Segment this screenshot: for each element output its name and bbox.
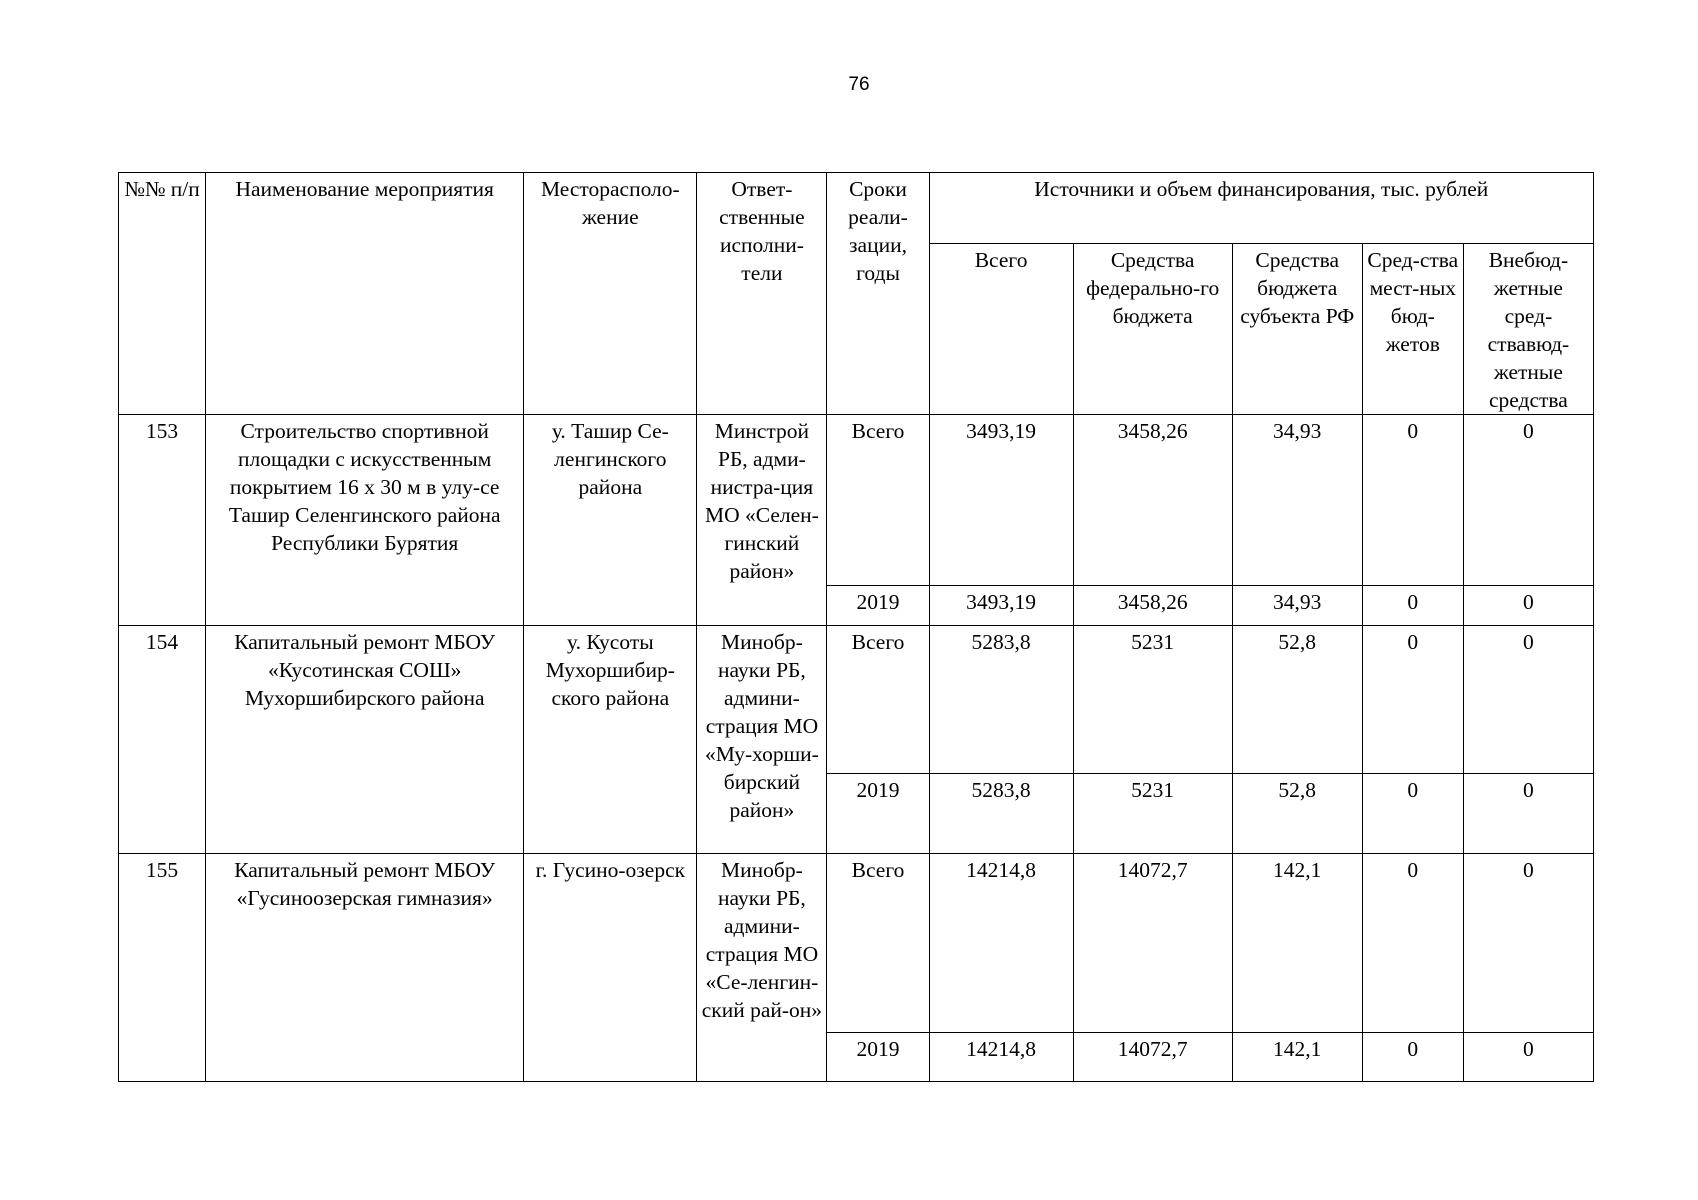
cell-executors: Минобр-науки РБ, админи-страция МО «Му-хорши-бирский район» — [697, 626, 827, 854]
cell-regional: 52,8 — [1232, 774, 1362, 854]
page-number: 76 — [848, 74, 870, 95]
cell-regional: 34,93 — [1232, 415, 1362, 586]
cell-federal: 14072,7 — [1073, 1033, 1232, 1082]
cell-total: 5283,8 — [929, 626, 1073, 774]
header-period: Сроки реали-зации, годы — [827, 173, 929, 415]
cell-location: у. Кусоты Мухоршибир-ского района — [524, 626, 697, 854]
cell-period: Всего — [827, 415, 929, 586]
cell-total: 3493,19 — [929, 586, 1073, 626]
cell-period: 2019 — [827, 1033, 929, 1082]
header-local: Сред-ства мест-ных бюд-жетов — [1362, 244, 1463, 415]
cell-num: 154 — [119, 626, 206, 854]
cell-period: Всего — [827, 626, 929, 774]
cell-regional: 142,1 — [1232, 854, 1362, 1033]
cell-extra: 0 — [1463, 626, 1593, 774]
cell-executors: Минстрой РБ, адми-нистра-ция МО «Селен-гинский район» — [697, 415, 827, 626]
cell-total: 14214,8 — [929, 854, 1073, 1033]
cell-location: у. Ташир Се-ленгинского района — [524, 415, 697, 626]
cell-local: 0 — [1362, 626, 1463, 774]
cell-period: Всего — [827, 854, 929, 1033]
cell-federal: 3458,26 — [1073, 586, 1232, 626]
cell-extra: 0 — [1463, 586, 1593, 626]
header-row — [119, 173, 1594, 244]
cell-regional: 142,1 — [1232, 1033, 1362, 1082]
header-executors: Ответ-ственные исполни-тели — [697, 173, 827, 415]
cell-extra: 0 — [1463, 774, 1593, 854]
cell-regional: 34,93 — [1232, 586, 1362, 626]
financing-table — [118, 172, 1594, 1082]
header-name: Наименование мероприятия — [206, 173, 524, 415]
cell-name: Капитальный ремонт МБОУ «Гусиноозерская гимназия» — [206, 854, 524, 1082]
cell-local: 0 — [1362, 1033, 1463, 1082]
cell-name: Капитальный ремонт МБОУ «Кусотинская СОШ» Мухоршибирского района — [206, 626, 524, 854]
cell-num: 155 — [119, 854, 206, 1082]
cell-extra: 0 — [1463, 854, 1593, 1033]
header-financing: Источники и объем финансирования, тыс. рублей — [929, 173, 1593, 244]
header-regional: Средства бюджета субъекта РФ — [1232, 244, 1362, 415]
cell-local: 0 — [1362, 586, 1463, 626]
cell-total: 5283,8 — [929, 774, 1073, 854]
header-location: Месторасполо-жение — [524, 173, 697, 415]
cell-total: 3493,19 — [929, 415, 1073, 586]
header-extra: Внебюд-жетные сред-ствавюд-жетные средства — [1463, 244, 1593, 415]
cell-local: 0 — [1362, 415, 1463, 586]
header-total: Всего — [929, 244, 1073, 415]
cell-local: 0 — [1362, 774, 1463, 854]
cell-executors: Минобр-науки РБ, админи-страция МО «Се-ленгин-ский рай-он» — [697, 854, 827, 1082]
header-num: №№ п/п — [119, 173, 206, 415]
cell-location: г. Гусино-озерск — [524, 854, 697, 1082]
table-row — [119, 626, 1594, 774]
cell-federal: 5231 — [1073, 626, 1232, 774]
cell-extra: 0 — [1463, 415, 1593, 586]
cell-period: 2019 — [827, 586, 929, 626]
cell-federal: 14072,7 — [1073, 854, 1232, 1033]
cell-local: 0 — [1362, 854, 1463, 1033]
table-row — [119, 415, 1594, 586]
cell-period: 2019 — [827, 774, 929, 854]
table-row — [119, 854, 1594, 1033]
cell-total: 14214,8 — [929, 1033, 1073, 1082]
cell-regional: 52,8 — [1232, 626, 1362, 774]
cell-extra: 0 — [1463, 1033, 1593, 1082]
cell-name: Строительство спортивной площадки с искусственным покрытием 16 х 30 м в улу-се Ташир Селенгинского района Республики Бурятия — [206, 415, 524, 626]
cell-federal: 5231 — [1073, 774, 1232, 854]
cell-federal: 3458,26 — [1073, 415, 1232, 586]
cell-num: 153 — [119, 415, 206, 626]
header-federal: Средства федерально-го бюджета — [1073, 244, 1232, 415]
